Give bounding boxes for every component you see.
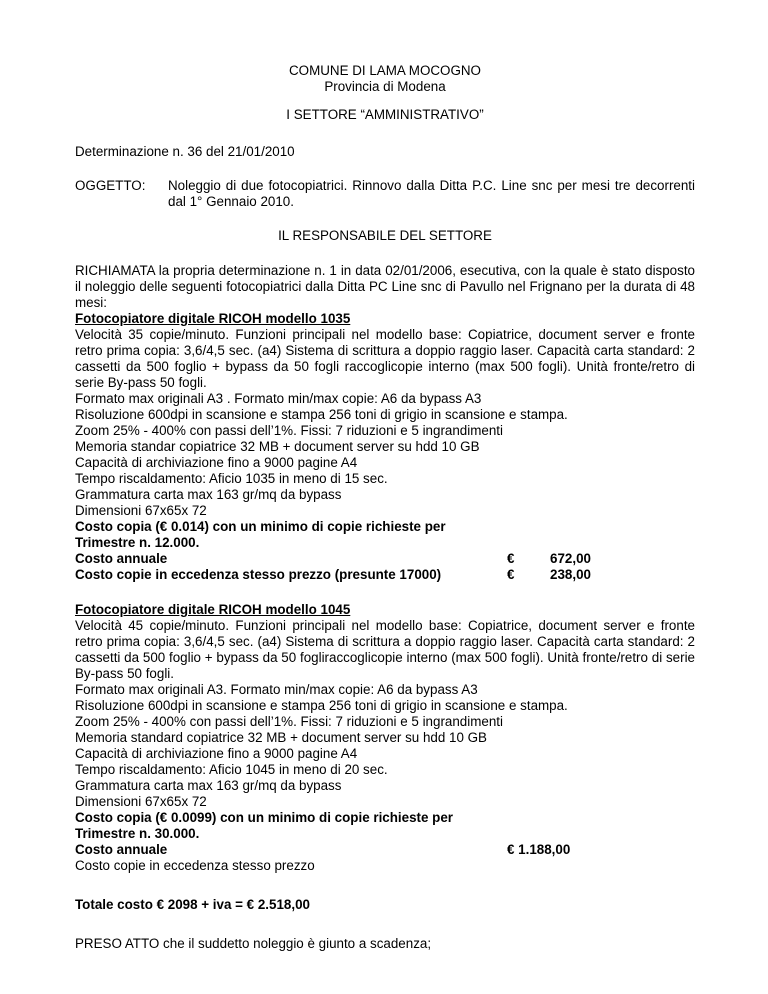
copier2-spec: Grammatura carta max 163 gr/mq da bypass bbox=[75, 778, 342, 793]
preso-atto-paragraph: PRESO ATTO che il suddetto noleggio è giunto a scadenza; bbox=[75, 936, 432, 951]
provincia-heading: Provincia di Modena bbox=[324, 79, 446, 94]
copier2-spec: Memoria standard copiatrice 32 MB + document server su hdd 10 GB bbox=[75, 730, 487, 745]
copier2-description: Velocità 45 copie/minuto. Funzioni principali nel modello base: Copiatrice, document server e fronte retro prima copia: 3,6/4,5 sec. (a4) Sistema di scrittura a doppio raggio laser. Capacità carta standard: 2 cassetti da 500 foglio + bypass da 50 fogliraccoglicopie interno (max 500 fogli). Unità fronte/retro di serie By-pass 50 fogli. bbox=[75, 618, 695, 681]
copier1-spec: Tempo riscaldamento: Aficio 1035 in meno di 15 sec. bbox=[75, 471, 388, 486]
copier1-costo-annuale-currency: € bbox=[507, 551, 515, 566]
copier1-spec: Grammatura carta max 163 gr/mq da bypass bbox=[75, 487, 342, 502]
settore-heading: I SETTORE “AMMINISTRATIVO” bbox=[286, 107, 484, 122]
copier2-costo-annuale-value: € 1.188,00 bbox=[507, 842, 571, 857]
copier2-spec: Zoom 25% - 400% con passi dell’1%. Fissi: 7 riduzioni e 5 ingrandimenti bbox=[75, 714, 503, 729]
copier2-costo-annuale-row bbox=[75, 842, 695, 858]
copier2-eccedenza: Costo copie in eccedenza stesso prezzo bbox=[75, 858, 315, 873]
copier1-costo-annuale-value: 672,00 bbox=[550, 551, 591, 566]
copier1-costo-annuale-label: Costo annuale bbox=[75, 551, 168, 566]
copier2-title: Fotocopiatore digitale RICOH modello 1045 bbox=[75, 602, 351, 617]
copier2-spec: Risoluzione 600dpi in scansione e stampa 256 toni di grigio in scansione e stampa. bbox=[75, 698, 568, 713]
copier1-costo-annuale-row bbox=[75, 551, 695, 567]
oggetto-text: Noleggio di due fotocopiatrici. Rinnovo dalla Ditta P.C. Line snc per mesi tre decorrenti dal 1° Gennaio 2010. bbox=[168, 178, 695, 209]
copier1-description: Velocità 35 copie/minuto. Funzioni principali nel modello base: Copiatrice, document server e fronte retro prima copia: 3,6/4,5 sec. (a4) Sistema di scrittura a doppio raggio laser. Capacità carta standard: 2 cassetti da 500 foglio + bypass da 50 fogli raccoglicopie interno (max 500 fogli). Unità fronte/retro di serie By-pass 50 fogli. bbox=[75, 327, 695, 390]
responsabile-heading: IL RESPONSABILE DEL SETTORE bbox=[278, 228, 492, 243]
copier2-trimestre: Trimestre n. 30.000. bbox=[75, 826, 200, 841]
oggetto-label: OGGETTO: bbox=[75, 178, 146, 193]
copier1-spec: Capacità di archiviazione fino a 9000 pagine A4 bbox=[75, 455, 358, 470]
copier1-eccedenza-label: Costo copie in eccedenza stesso prezzo (presunte 17000) bbox=[75, 567, 442, 582]
copier2-spec: Capacità di archiviazione fino a 9000 pagine A4 bbox=[75, 746, 358, 761]
document-page bbox=[75, 63, 695, 952]
copier2-costo-copia: Costo copia (€ 0.0099) con un minimo di copie richieste per bbox=[75, 810, 454, 825]
copier1-spec: Formato max originali A3 . Formato min/max copie: A6 da bypass A3 bbox=[75, 391, 482, 406]
determinazione-number: Determinazione n. 36 del 21/01/2010 bbox=[75, 144, 295, 159]
copier1-spec: Memoria standar copiatrice 32 MB + document server su hdd 10 GB bbox=[75, 439, 480, 454]
copier1-costo-copia: Costo copia (€ 0.014) con un minimo di copie richieste per bbox=[75, 519, 446, 534]
richiamata-paragraph: RICHIAMATA la propria determinazione n. 1 in data 02/01/2006, esecutiva, con la quale è stato disposto il noleggio delle seguenti fotocopiatrici dalla Ditta PC Line snc di Pavullo nel Frignano per la durata di 48 mesi: bbox=[75, 263, 695, 310]
copier2-spec: Dimensioni 67x65x 72 bbox=[75, 794, 207, 809]
copier2-spec: Formato max originali A3. Formato min/max copie: A6 da bypass A3 bbox=[75, 682, 478, 697]
copier1-spec: Risoluzione 600dpi in scansione e stampa 256 toni di grigio in scansione e stampa. bbox=[75, 407, 568, 422]
oggetto-block bbox=[75, 178, 695, 210]
copier2-spec: Tempo riscaldamento: Aficio 1045 in meno di 20 sec. bbox=[75, 762, 388, 777]
copier1-title: Fotocopiatore digitale RICOH modello 1035 bbox=[75, 311, 351, 326]
copier1-eccedenza-row bbox=[75, 567, 695, 583]
copier1-spec: Zoom 25% - 400% con passi dell’1%. Fissi: 7 riduzioni e 5 ingrandimenti bbox=[75, 423, 503, 438]
copier1-spec: Dimensioni 67x65x 72 bbox=[75, 503, 207, 518]
copier1-eccedenza-value: 238,00 bbox=[550, 567, 591, 582]
copier1-trimestre: Trimestre n. 12.000. bbox=[75, 535, 200, 550]
totale-costo: Totale costo € 2098 + iva = € 2.518,00 bbox=[75, 897, 310, 912]
comune-heading: COMUNE DI LAMA MOCOGNO bbox=[289, 63, 481, 78]
copier2-costo-annuale-label: Costo annuale bbox=[75, 842, 168, 857]
copier1-eccedenza-currency: € bbox=[507, 567, 515, 582]
